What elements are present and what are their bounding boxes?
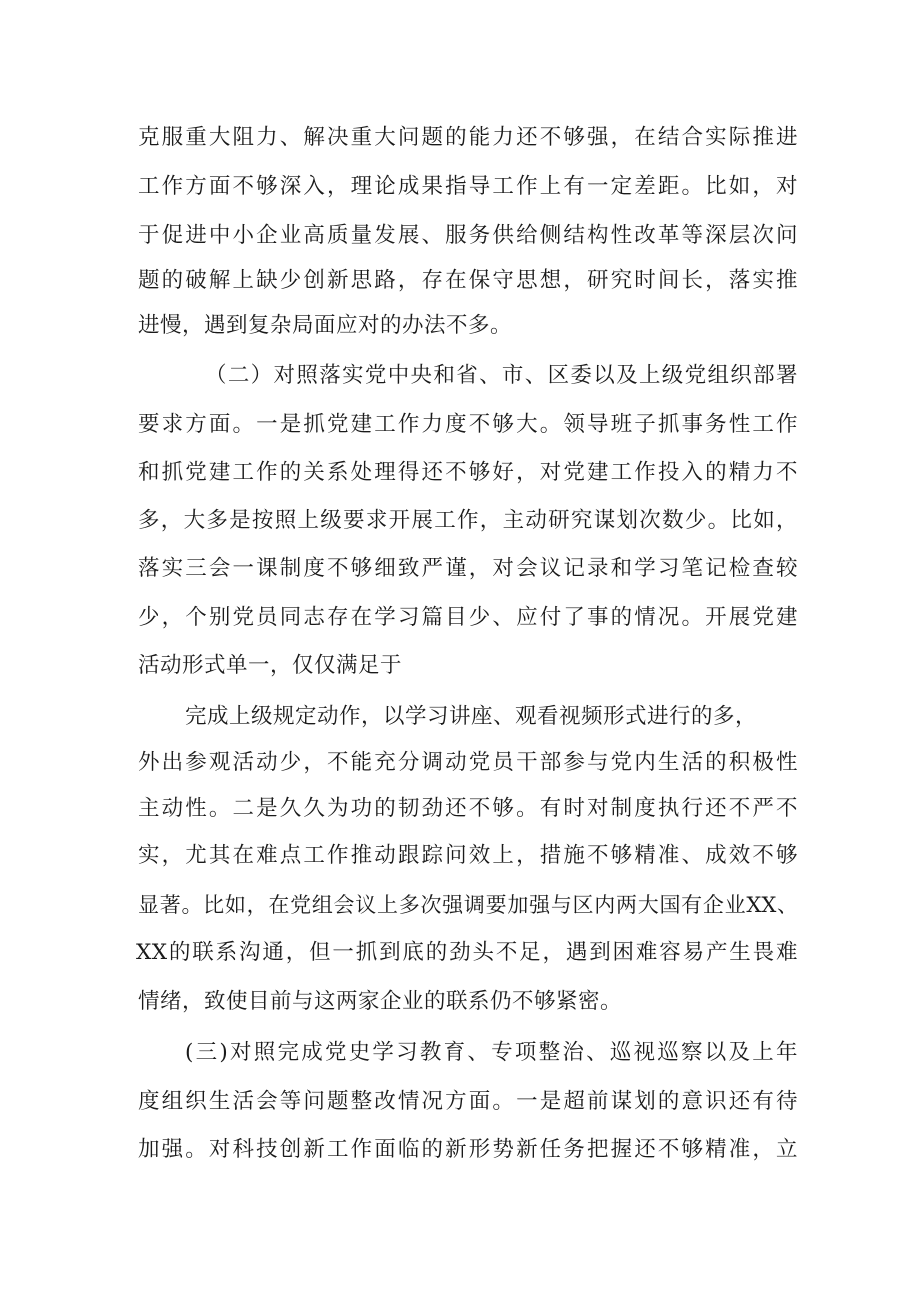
para-2-line-6: 少，个别党员同志存在学习篇目少、应付了事的情况。开展党建: [138, 605, 798, 630]
para-1-line-2: 工作方面不够深入，理论成果指导工作上有一定差距。比如，对: [138, 174, 798, 199]
para-2-line-5: 落实三会一课制度不够细致严谨，对会议记录和学习笔记检查较: [138, 556, 798, 581]
para-4-line-2: 度组织生活会等问题整改情况方面。一是超前谋划的意识还有待: [138, 1089, 798, 1114]
para-3-line-2: 外出参观活动少，不能充分调动党员干部参与党内生活的积极性: [138, 750, 798, 775]
para-2-line-7: 活动形式单一，仅仅满足于: [138, 653, 403, 678]
para-3-line-1: 完成上级规定动作，以学习讲座、观看视频形式进行的多，: [185, 704, 758, 729]
para-3-line-3: 主动性。二是久久为功的韧劲还不够。有时对制度执行还不严不: [138, 796, 798, 821]
para-3-line-6: XX的联系沟通，但一抓到底的劲头不足，遇到困难容易产生畏难: [136, 940, 798, 965]
para-4-line-3: 加强。对科技创新工作面临的新形势新任务把握还不够精准，立: [138, 1137, 798, 1162]
para-2-line-3: 和抓党建工作的关系处理得还不够好，对党建工作投入的精力不: [138, 460, 798, 485]
para-3-line-7: 情绪，致使目前与这两家企业的联系仍不够紧密。: [138, 989, 623, 1014]
para-1-line-1: 克服重大阻力、解决重大问题的能力还不够强，在结合实际推进: [138, 125, 798, 150]
para-3-line-5: 显著。比如，在党组会议上多次强调要加强与区内两大国有企业XX、: [138, 893, 798, 917]
para-1-line-5: 进慢，遇到复杂局面应对的办法不多。: [138, 313, 513, 338]
para-4-line-1: (三)对照完成党史学习教育、专项整治、巡视巡察以及上年: [185, 1040, 798, 1065]
para-1-line-3: 于促进中小企业高质量发展、服务供给侧结构性改革等深层次问: [138, 223, 798, 248]
para-2-line-2: 要求方面。一是抓党建工作力度不够大。领导班子抓事务性工作: [138, 412, 798, 437]
para-3-line-4: 实，尤其在难点工作推动跟踪问效上，措施不够精准、成效不够: [138, 843, 798, 868]
para-2-line-1: （二）对照落实党中央和省、市、区委以及上级党组织部署: [205, 363, 798, 388]
para-1-line-4: 题的破解上缺少创新思路，存在保守思想，研究时间长，落实推: [138, 268, 798, 293]
para-2-line-4: 多，大多是按照上级要求开展工作，主动研究谋划次数少。比如，: [138, 508, 798, 533]
